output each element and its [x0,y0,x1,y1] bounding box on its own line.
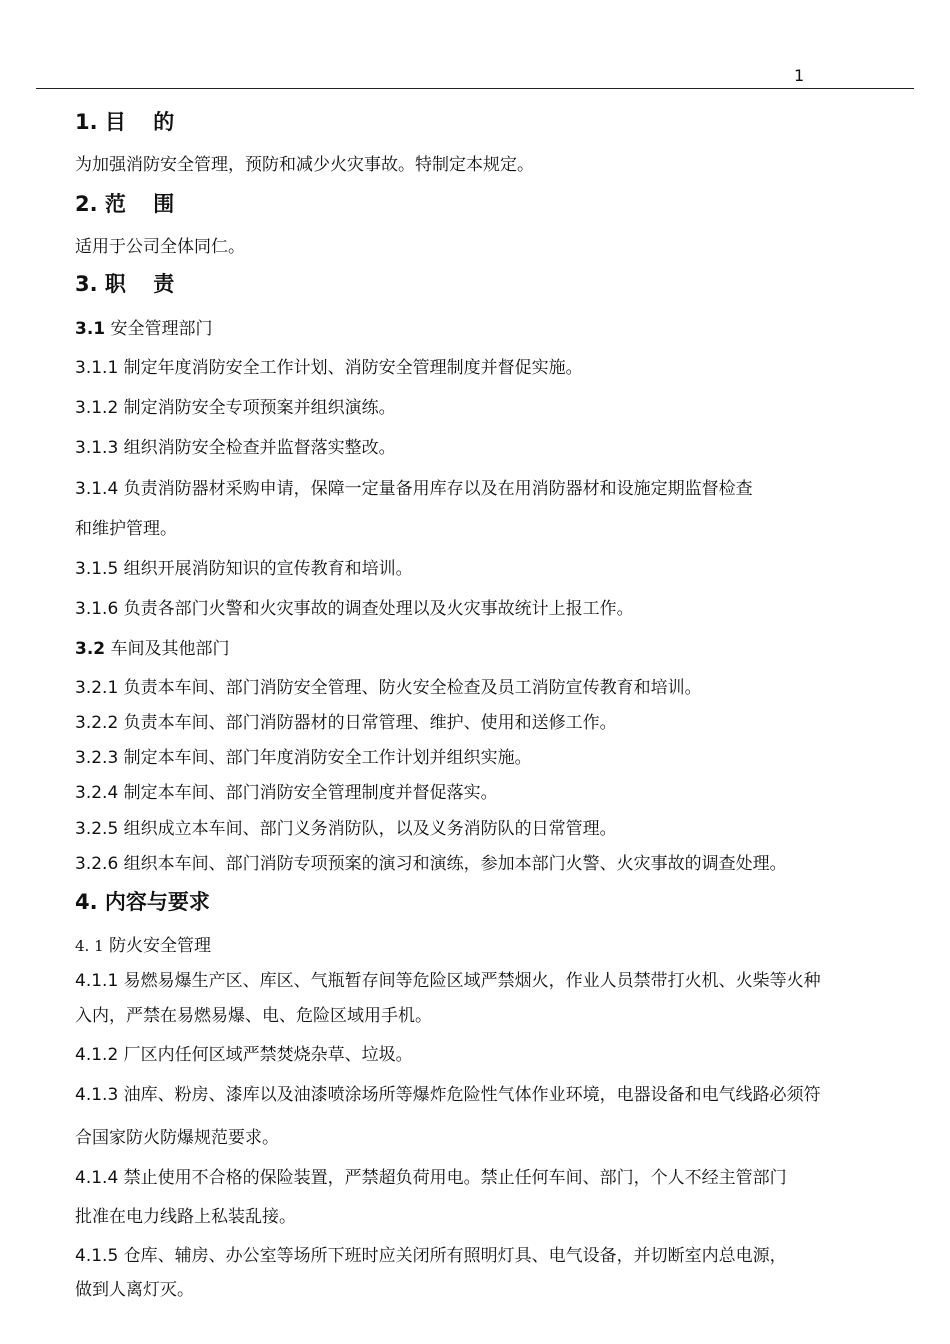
list-item: 合国家防火防爆规范要求。 [75,1128,279,1148]
list-item: 3.2.3 制定本车间、部门年度消防安全工作计划并组织实施。 [75,748,532,768]
section-4-title: 内容与要求 [104,890,210,914]
section-4-heading [75,886,210,916]
list-item: 做到人离灯灭。 [75,1280,194,1300]
section-2-title: 范 围 [104,192,185,216]
page-number: 1 [794,66,805,85]
subsection-3-1-heading [75,314,213,339]
list-item: 3.2.2 负责本车间、部门消防器材的日常管理、维护、使用和送修工作。 [75,713,617,733]
subsection-4-1-number: 4. 1 [75,937,104,955]
subsection-3-1-number: 3.1 [75,319,106,339]
section-3-title: 职 责 [104,272,185,296]
list-item: 4.1.5 仓库、辅房、办公室等场所下班时应关闭所有照明灯具、电气设备，并切断室内总电源， [75,1246,787,1266]
subsection-3-2-number: 3.2 [75,639,106,659]
subsection-4-1-heading [75,931,211,956]
section-1-title: 目 的 [104,110,185,134]
header-rule [36,88,914,89]
section-1-heading [75,106,184,136]
list-item: 和维护管理。 [75,519,177,539]
section-3-number: 3. [75,272,98,296]
section-4-number: 4. [75,890,98,914]
list-item: 3.1.5 组织开展消防知识的宣传教育和培训。 [75,559,413,579]
subsection-3-2-title: 车间及其他部门 [110,639,230,659]
list-item: 4.1.4 禁止使用不合格的保险装置，严禁超负荷用电。禁止任何车间、部门，个人不经主管部门 [75,1168,787,1188]
list-item: 3.1.3 组织消防安全检查并监督落实整改。 [75,438,396,458]
list-item: 3.2.1 负责本车间、部门消防安全管理、防火安全检查及员工消防宣传教育和培训。 [75,678,702,698]
section-2-number: 2. [75,192,98,216]
list-item: 3.1.6 负责各部门火警和火灾事故的调查处理以及火灾事故统计上报工作。 [75,599,634,619]
list-item: 4.1.3 油库、粉房、漆库以及油漆喷涂场所等爆炸危险性气体作业环境，电器设备和电气线路必须符 [75,1085,821,1105]
section-2-heading [75,188,184,218]
section-1-number: 1. [75,110,98,134]
section-1-body: 为加强消防安全管理，预防和减少火灾事故。特制定本规定。 [75,155,534,175]
list-item: 3.2.5 组织成立本车间、部门义务消防队，以及义务消防队的日常管理。 [75,819,617,839]
list-item: 3.2.6 组织本车间、部门消防专项预案的演习和演练，参加本部门火警、火灾事故的调查处理。 [75,854,787,874]
list-item: 3.1.2 制定消防安全专项预案并组织演练。 [75,398,396,418]
list-item: 入内，严禁在易燃易爆、电、危险区域用手机。 [75,1006,432,1026]
list-item: 3.1.1 制定年度消防安全工作计划、消防安全管理制度并督促实施。 [75,358,583,378]
subsection-4-1-title: 防火安全管理 [109,936,212,956]
list-item: 3.1.4 负责消防器材采购申请，保障一定量备用库存以及在用消防器材和设施定期监督检查 [75,479,753,499]
list-item: 批准在电力线路上私装乱接。 [75,1207,296,1227]
section-2-body: 适用于公司全体同仁。 [75,237,245,257]
list-item: 4.1.1 易燃易爆生产区、库区、气瓶暂存间等危险区域严禁烟火，作业人员禁带打火机、火柴等火种 [75,971,821,991]
list-item: 4.1.2 厂区内任何区域严禁焚烧杂草、垃圾。 [75,1045,413,1065]
list-item: 3.2.4 制定本车间、部门消防安全管理制度并督促落实。 [75,783,498,803]
section-3-heading [75,268,184,298]
subsection-3-2-heading [75,634,230,659]
subsection-3-1-title: 安全管理部门 [110,319,213,339]
